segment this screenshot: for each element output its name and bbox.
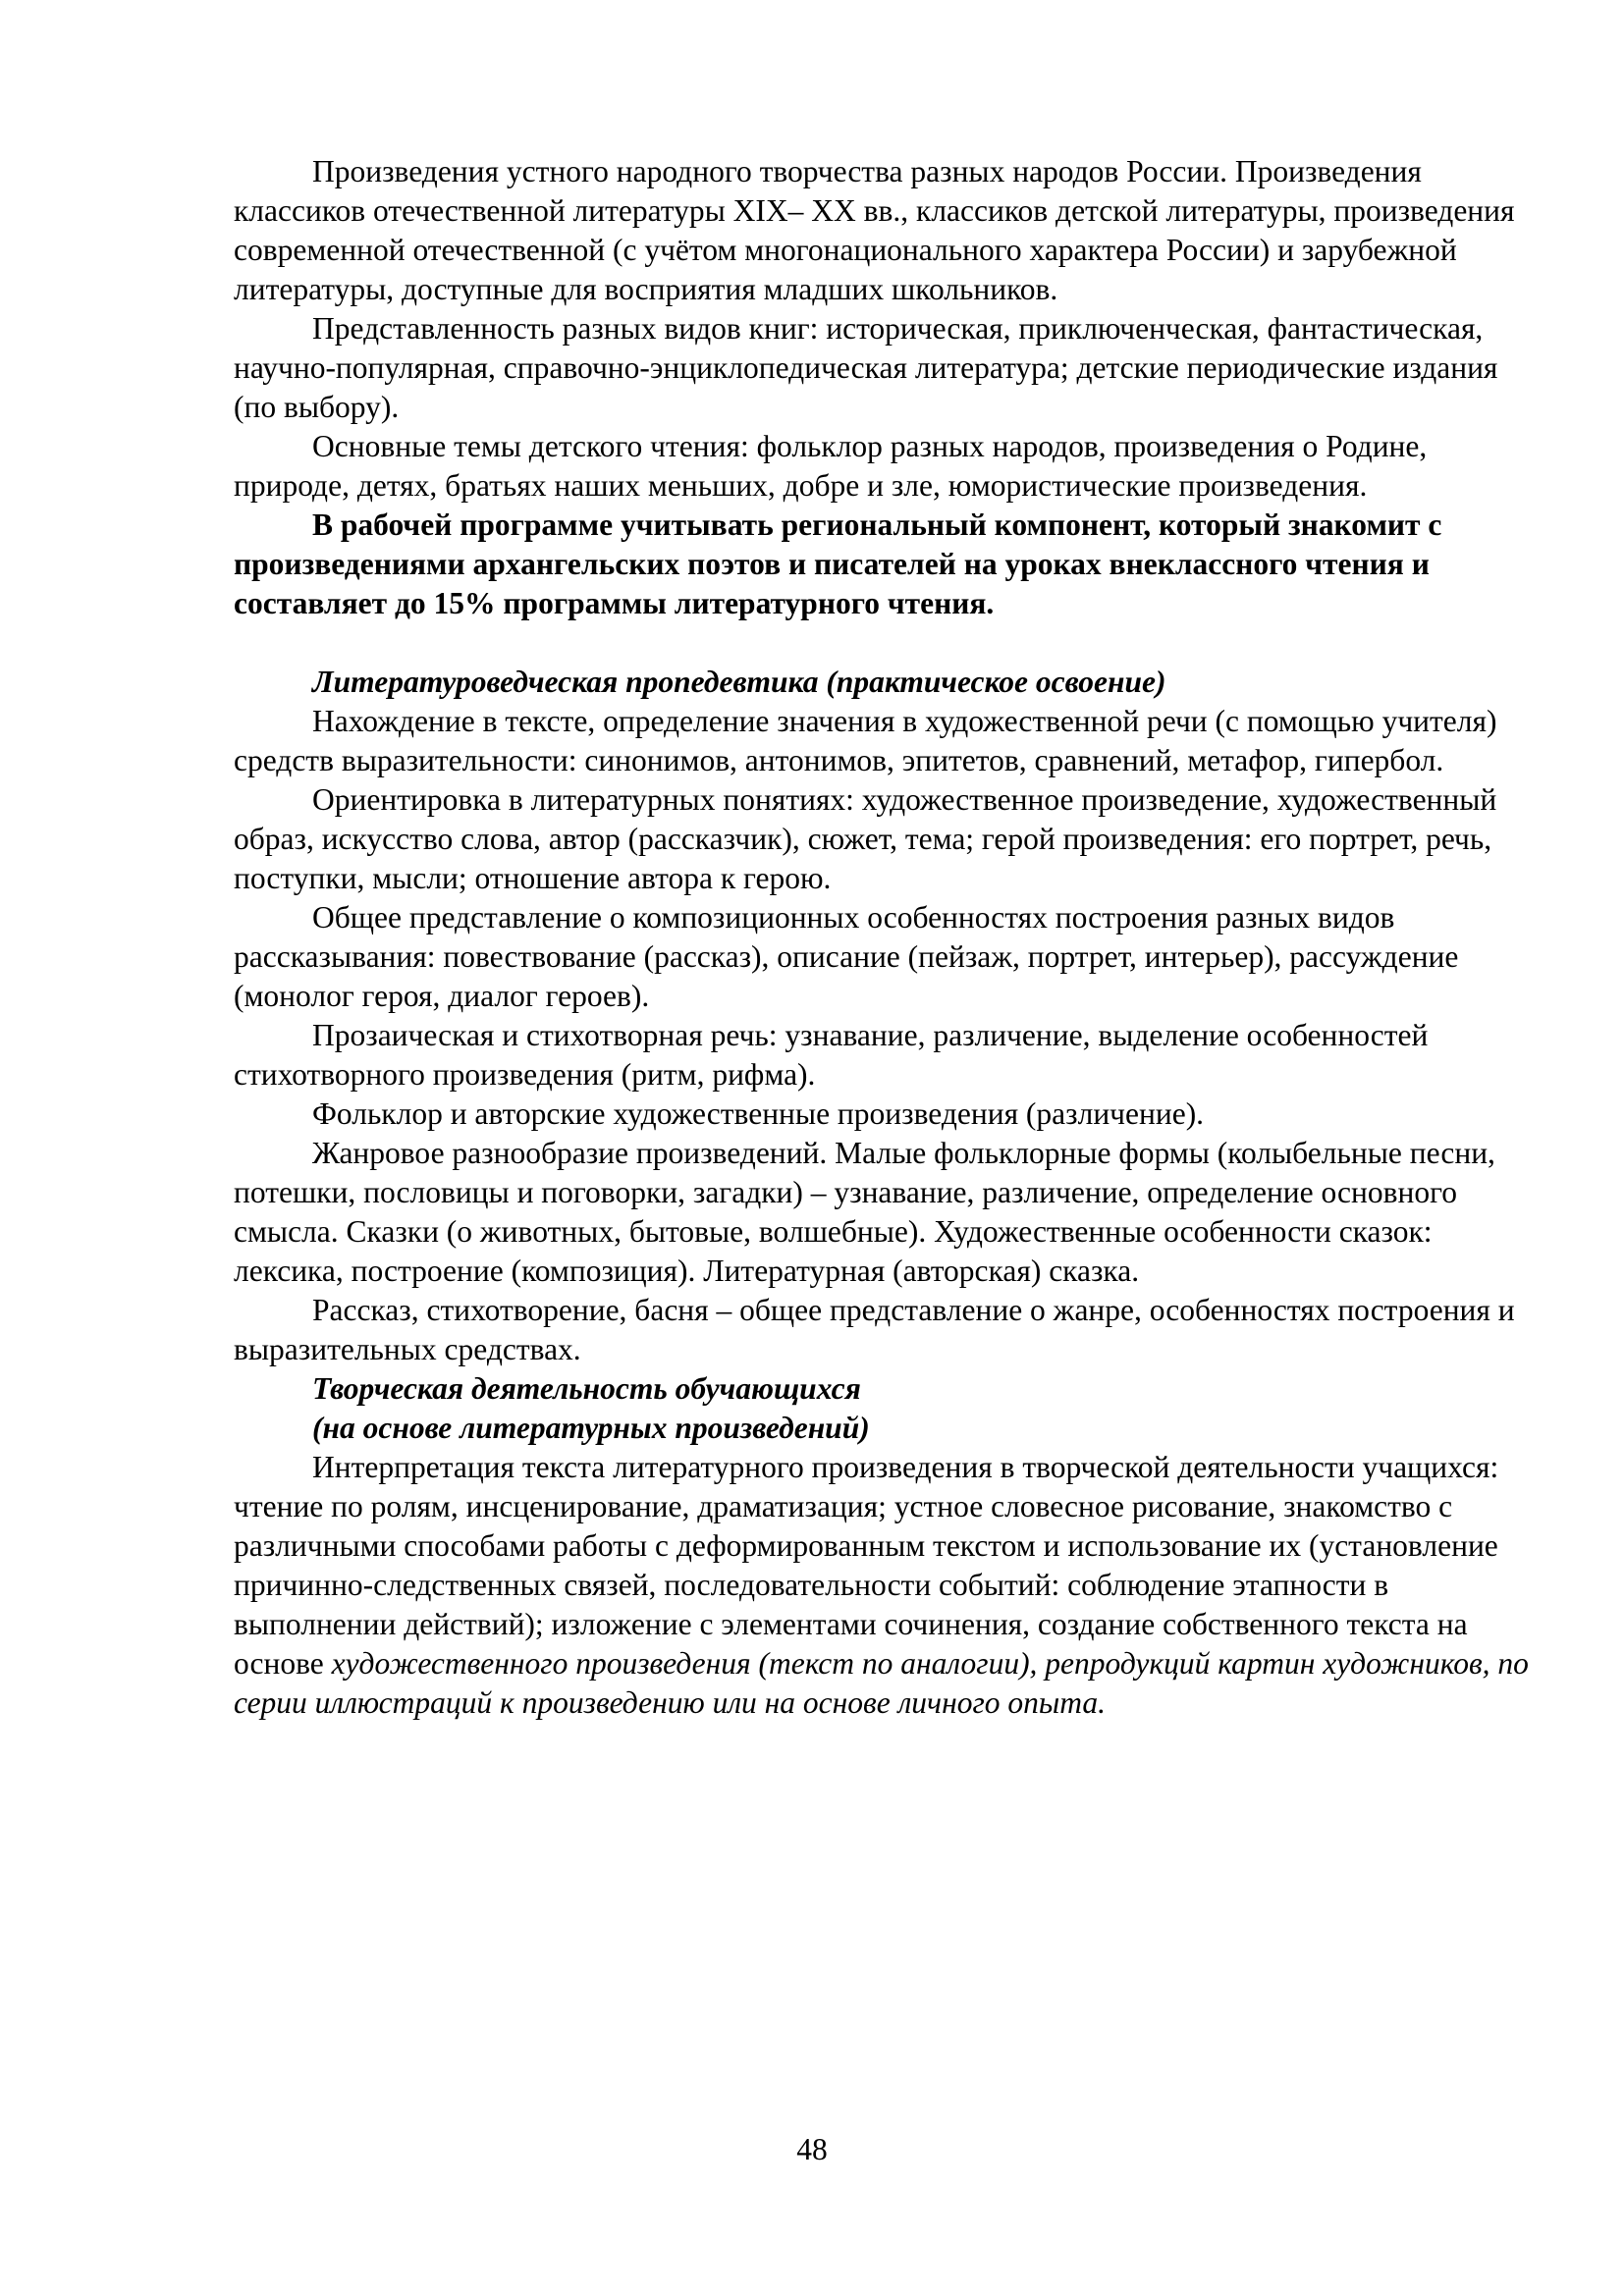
section-gap (234, 623, 1544, 663)
paragraph-book-types: Представленность разных видов книг: историческая, приключенческая, фантастическая, научно-популярная, справочно-энциклопедическая литература; детские периодические издания (по выбору). (234, 311, 1498, 424)
paragraph-expressive-means: Нахождение в тексте, определение значения в художественной речи (с помощью учителя) средств выразительности: синонимов, антонимов, эпитетов, сравнений, метафор, гипербол. (234, 704, 1497, 777)
heading-creative-activity: Творческая деятельность обучающихся (312, 1371, 861, 1406)
paragraph-interpretation (234, 1448, 1544, 1723)
paragraph-literary-concepts: Ориентировка в литературных понятиях: художественное произведение, художественный образ, искусство слова, автор (рассказчик), сюжет, тема; герой произведения: его портрет, речь, поступки, мысли; отношение автора к герою. (234, 782, 1497, 895)
paragraph-prose-poetry: Прозаическая и стихотворная речь: узнавание, различение, выделение особенностей стихотворного произведения (ритм, рифма). (234, 1018, 1429, 1092)
paragraph-regional-component: В рабочей программе учитывать региональный компонент, который знакомит с произведениями архангельских поэтов и писателей на уроках внеклассного чтения и составляет до 15% программы литературного чтения. (234, 507, 1442, 620)
document-body (234, 152, 1544, 1723)
interpretation-italic-text: художественного произведения (текст по аналогии), репродукций картин художников, по серии иллюстраций к произведению или на основе личного опыта. (234, 1646, 1529, 1720)
heading-literary-propaedeutics: Литературоведческая пропедевтика (практическое освоение) (312, 665, 1166, 699)
heading-creative-activity-subtitle: (на основе литературных произведений) (312, 1411, 870, 1445)
interpretation-text: Интерпретация текста литературного произведения в творческой деятельности учащихся: чтение по ролям, инсценирование, драматизация; устное словесное рисование, знакомство с различными способами работы с деформированным текстом и использование их (установление причинно-следственных связей, последовательности событий: соблюдение этапности в выполнении действий); изложение с элементами сочинения, создание собственного текста на основе (234, 1450, 1499, 1681)
paragraph-oral-folk-works: Произведения устного народного творчества разных народов России. Произведения классиков отечественной литературы XIX– XX вв., классиков детской литературы, произведения современной отечественной (с учётом многонационального характера России) и зарубежной литературы, доступные для восприятия младших школьников. (234, 154, 1515, 306)
paragraph-reading-themes: Основные темы детского чтения: фольклор разных народов, произведения о Родине, природе, детях, братьях наших меньших, добре и зле, юмористические произведения. (234, 429, 1428, 503)
paragraph-genre-diversity: Жанровое разнообразие произведений. Малые фольклорные формы (колыбельные песни, потешки, пословицы и поговорки, загадки) – узнавание, различение, определение основного смысла. Сказки (о животных, бытовые, волшебные). Художественные особенности сказок: лексика, построение (композиция). Литературная (авторская) сказка. (234, 1136, 1495, 1288)
paragraph-folklore-author: Фольклор и авторские художественные произведения (различение). (312, 1096, 1205, 1131)
page-number: 48 (796, 2132, 828, 2166)
paragraph-story-poem-fable: Рассказ, стихотворение, басня – общее представление о жанре, особенностях построения и выразительных средствах. (234, 1293, 1515, 1366)
paragraph-composition: Общее представление о композиционных особенностях построения разных видов рассказывания: повествование (рассказ), описание (пейзаж, портрет, интерьер), рассуждение (монолог героя, диалог героев). (234, 900, 1459, 1013)
